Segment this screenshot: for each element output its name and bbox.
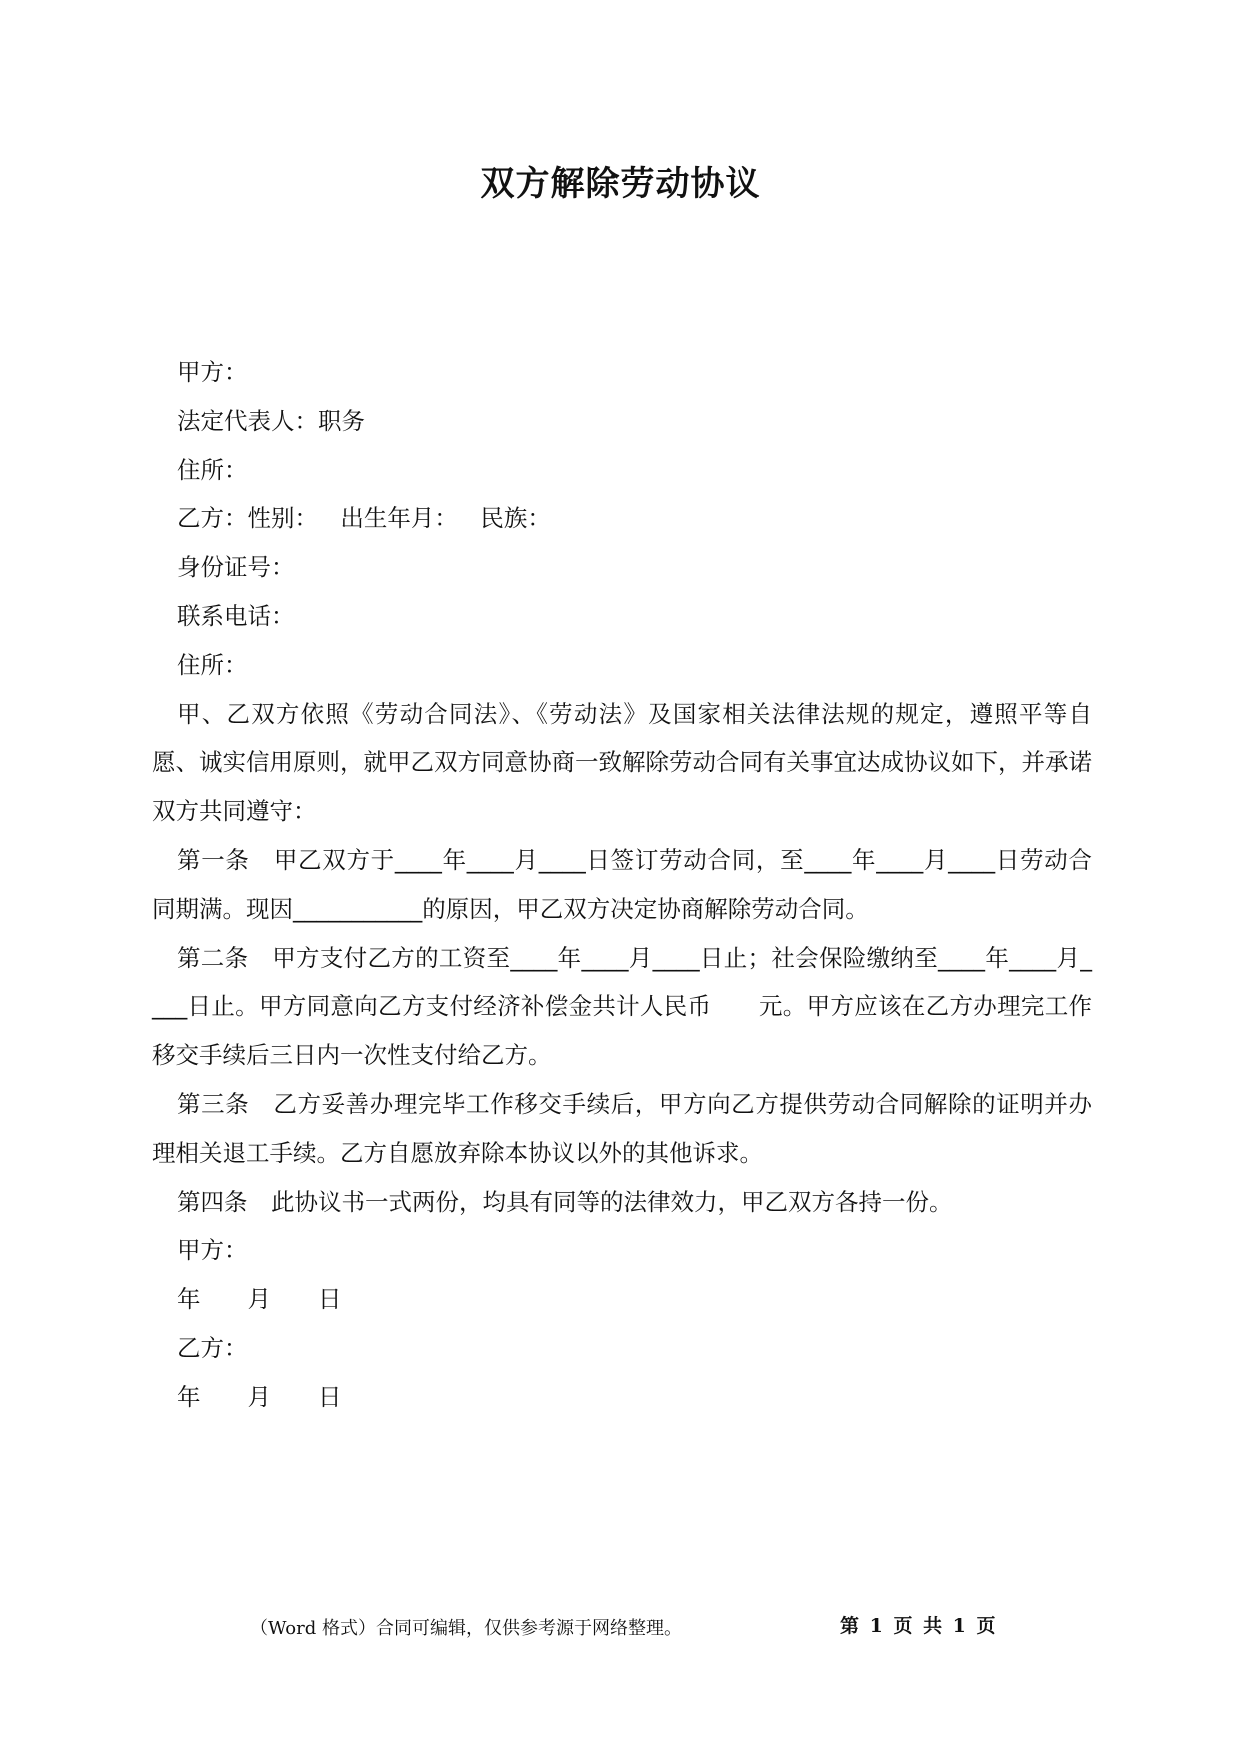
signature-party-b-date: 年 月 日 [177, 1382, 342, 1411]
document-body [152, 348, 1092, 1422]
party-a-address-line: 住所： [177, 455, 248, 484]
signature-party-b-label: 乙方： [177, 1333, 248, 1362]
footer-page-number: 第 1 页 共 1 页 [840, 1615, 996, 1637]
preamble-paragraph: 甲、乙双方依照《劳动合同法》、《劳动法》及国家相关法律法规的规定，遵照平等自愿、诚实信用原则，就甲乙双方同意协商一致解除劳动合同有关事宜达成协议如下，并承诺双方共同遵守： [152, 699, 1092, 826]
article-3-paragraph: 第三条 乙方妥善办理完毕工作移交手续后，甲方向乙方提供劳动合同解除的证明并办理相关退工手续。乙方自愿放弃除本协议以外的其他诉求。 [152, 1089, 1092, 1167]
party-b-address-line: 住所： [177, 650, 248, 679]
phone-line: 联系电话： [177, 601, 295, 630]
footer-note: （Word 格式）合同可编辑，仅供参考源于网络整理。 [250, 1618, 682, 1639]
party-b-info-line: 乙方：性别： 出生年月： 民族： [177, 504, 551, 533]
id-number-line: 身份证号： [177, 553, 295, 582]
document-title: 双方解除劳动协议 [480, 164, 761, 204]
signature-party-a-date: 年 月 日 [177, 1285, 342, 1314]
party-a-label: 甲方： [177, 358, 248, 386]
signature-party-a-label: 甲方： [177, 1236, 248, 1265]
article-1-paragraph: 第一条 甲乙双方于____年____月____日签订劳动合同，至____年____月____日劳动合同期满。现因___________的原因，甲乙双方决定协商解除劳动合同。 [152, 845, 1092, 923]
article-4-paragraph: 第四条 此协议书一式两份，均具有同等的法律效力，甲乙双方各持一份。 [177, 1187, 953, 1216]
legal-representative-line: 法定代表人：职务 [177, 406, 365, 435]
article-2-paragraph: 第二条 甲方支付乙方的工资至____年____月____日止；社会保险缴纳至____年____月____日止。甲方同意向乙方支付经济补偿金共计人民币 元。甲方应该在乙方办理完工作移交手续后三日内一次性支付给乙方。 [152, 943, 1092, 1070]
